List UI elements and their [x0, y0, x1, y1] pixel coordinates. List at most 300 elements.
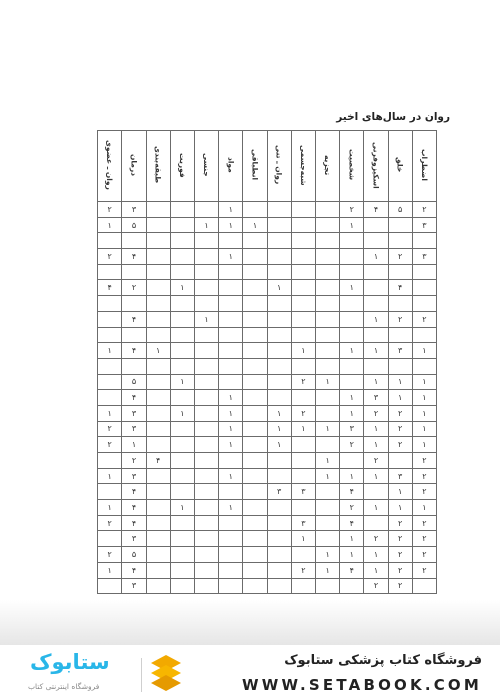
table-cell: [170, 233, 194, 249]
table-cell: [243, 343, 267, 359]
table-cell: [412, 296, 436, 312]
table-cell: [146, 468, 170, 484]
table-cell: [122, 264, 146, 280]
table-cell: [219, 531, 243, 547]
table-cell: [315, 264, 339, 280]
table-row: [98, 453, 437, 469]
table-cell: [364, 515, 388, 531]
table-cell: [243, 453, 267, 469]
table-cell: ۱: [291, 343, 315, 359]
table-cell: ۱: [170, 405, 194, 421]
table-cell: ۱: [388, 500, 412, 516]
logo-text: ستابوک: [30, 650, 110, 674]
table-cell: [219, 453, 243, 469]
table-cell: ۱: [388, 374, 412, 390]
table-cell: ۲: [364, 531, 388, 547]
table-cell: [194, 390, 218, 406]
table-cell: ۳: [412, 217, 436, 233]
column-header: [219, 131, 243, 202]
table-cell: [291, 280, 315, 296]
table-cell: [194, 249, 218, 265]
table-cell: ۱: [170, 280, 194, 296]
table-cell: [291, 264, 315, 280]
table-cell: [340, 249, 364, 265]
table-cell: ۱: [364, 311, 388, 327]
table-cell: ۲: [98, 547, 122, 563]
table-cell: [194, 562, 218, 578]
table-cell: [146, 264, 170, 280]
table-cell: [315, 484, 339, 500]
table-cell: ۱: [315, 468, 339, 484]
table-cell: ۲: [412, 562, 436, 578]
table-cell: ۱: [170, 500, 194, 516]
table-cell: ۲: [412, 311, 436, 327]
table-cell: [267, 311, 291, 327]
table-cell: ۱: [340, 343, 364, 359]
table-cell: ۱: [412, 421, 436, 437]
table-cell: ۵: [388, 202, 412, 218]
table-cell: ۴: [388, 280, 412, 296]
table-row: [98, 421, 437, 437]
table-cell: ۴: [122, 311, 146, 327]
table-cell: [146, 374, 170, 390]
table-cell: [243, 374, 267, 390]
table-row: [98, 468, 437, 484]
table-cell: [194, 405, 218, 421]
table-cell: [267, 390, 291, 406]
table-cell: [364, 217, 388, 233]
column-header-label: شبه‌جسمی: [298, 144, 308, 186]
table-cell: ۲: [412, 202, 436, 218]
table-cell: ۱: [98, 562, 122, 578]
column-header: [194, 131, 218, 202]
column-header-label: درمان: [129, 153, 139, 177]
table-cell: ۱: [340, 405, 364, 421]
table-cell: ۱: [315, 453, 339, 469]
logo-divider: [141, 658, 142, 692]
table-cell: ۱: [315, 547, 339, 563]
table-cell: ۴: [340, 484, 364, 500]
table-cell: ۱: [98, 468, 122, 484]
table-cell: [243, 249, 267, 265]
table-cell: ۱: [243, 217, 267, 233]
table-cell: [364, 327, 388, 343]
table-cell: ۳: [364, 390, 388, 406]
table-cell: [194, 500, 218, 516]
column-header: [267, 131, 291, 202]
table-cell: ۲: [388, 405, 412, 421]
column-header-label: روان ـ عضوی: [105, 140, 115, 190]
table-cell: ۱: [364, 374, 388, 390]
table-cell: ۲: [412, 484, 436, 500]
table-row: [98, 249, 437, 265]
table-cell: ۲: [291, 374, 315, 390]
table-cell: [194, 327, 218, 343]
table-cell: [291, 249, 315, 265]
table-body: [98, 202, 437, 594]
table-cell: [146, 390, 170, 406]
table-cell: [267, 562, 291, 578]
table-cell: [267, 202, 291, 218]
table-cell: [98, 531, 122, 547]
table-cell: [412, 358, 436, 374]
table-cell: [315, 515, 339, 531]
table-cell: ۱: [219, 390, 243, 406]
table-cell: ۴: [122, 390, 146, 406]
table-cell: ۴: [146, 453, 170, 469]
column-header: [388, 131, 412, 202]
column-header-label: فوریت: [177, 152, 187, 178]
table-cell: ۱: [364, 468, 388, 484]
table-cell: [146, 280, 170, 296]
table-cell: [98, 484, 122, 500]
table-cell: ۱: [291, 531, 315, 547]
table-cell: [243, 421, 267, 437]
table-cell: ۱: [122, 437, 146, 453]
table-cell: ۳: [388, 343, 412, 359]
table-cell: [243, 296, 267, 312]
table-cell: [219, 233, 243, 249]
table-row: [98, 217, 437, 233]
table-cell: ۲: [388, 249, 412, 265]
column-header: [412, 131, 436, 202]
table-cell: [194, 484, 218, 500]
table-cell: [243, 578, 267, 594]
table-cell: ۱: [412, 500, 436, 516]
table-cell: [146, 217, 170, 233]
table-cell: [146, 578, 170, 594]
table-cell: [122, 233, 146, 249]
table-cell: [122, 358, 146, 374]
table-cell: [243, 500, 267, 516]
table-cell: [98, 390, 122, 406]
table-cell: [170, 547, 194, 563]
table-cell: [412, 280, 436, 296]
table-cell: [243, 233, 267, 249]
table-cell: [170, 343, 194, 359]
table-cell: ۱: [315, 421, 339, 437]
table-cell: ۵: [122, 547, 146, 563]
table-cell: [170, 421, 194, 437]
table-cell: [267, 358, 291, 374]
table-cell: [315, 531, 339, 547]
table-cell: [170, 578, 194, 594]
table-cell: ۲: [340, 202, 364, 218]
table-cell: ۲: [122, 280, 146, 296]
table-cell: [194, 202, 218, 218]
table-cell: [170, 358, 194, 374]
table-cell: ۱: [170, 374, 194, 390]
table-cell: [315, 327, 339, 343]
table-cell: [291, 233, 315, 249]
table-row: [98, 233, 437, 249]
table-cell: [170, 311, 194, 327]
table-cell: [243, 327, 267, 343]
table-cell: [98, 233, 122, 249]
table-cell: ۱: [267, 421, 291, 437]
table-cell: [267, 343, 291, 359]
table-cell: ۳: [122, 578, 146, 594]
table-cell: ۱: [412, 405, 436, 421]
table-cell: [146, 405, 170, 421]
column-header-label: طبقه‌بندی: [153, 146, 163, 184]
table-cell: ۱: [340, 547, 364, 563]
column-header-label: روان ـ تنی: [274, 145, 284, 185]
table-cell: [267, 531, 291, 547]
table-row: [98, 390, 437, 406]
table-cell: [98, 264, 122, 280]
column-header-label: شخصیت: [347, 149, 357, 181]
table-cell: ۱: [219, 217, 243, 233]
table-cell: ۱: [340, 531, 364, 547]
page-edge-shadow: [0, 600, 500, 645]
table-cell: [146, 311, 170, 327]
column-header: [122, 131, 146, 202]
table-cell: [194, 343, 218, 359]
table-cell: [388, 217, 412, 233]
table-row: [98, 327, 437, 343]
table-cell: [194, 547, 218, 563]
table-cell: ۲: [98, 202, 122, 218]
table-cell: ۱: [412, 390, 436, 406]
table-cell: [170, 562, 194, 578]
table-cell: ۱: [364, 547, 388, 563]
table-cell: ۱: [194, 311, 218, 327]
table-cell: ۱: [267, 437, 291, 453]
table-cell: ۱: [364, 437, 388, 453]
table-cell: [315, 405, 339, 421]
table-cell: [291, 390, 315, 406]
table-cell: [219, 280, 243, 296]
table-cell: [315, 202, 339, 218]
table-cell: ۴: [122, 249, 146, 265]
table-container: [97, 130, 437, 594]
table-cell: [194, 233, 218, 249]
table-cell: [194, 515, 218, 531]
table-row: [98, 500, 437, 516]
table-cell: ۱: [146, 343, 170, 359]
table-cell: ۲: [291, 562, 315, 578]
table-row: [98, 405, 437, 421]
table-cell: [364, 233, 388, 249]
table-cell: [170, 249, 194, 265]
table-cell: [340, 311, 364, 327]
header-row: [98, 131, 437, 202]
table-cell: [146, 421, 170, 437]
table-cell: [267, 249, 291, 265]
table-cell: [340, 358, 364, 374]
table-cell: [267, 468, 291, 484]
table-cell: [146, 531, 170, 547]
table-row: [98, 515, 437, 531]
table-cell: ۳: [291, 484, 315, 500]
table-cell: [194, 264, 218, 280]
table-cell: ۱: [364, 249, 388, 265]
table-cell: [98, 578, 122, 594]
table-cell: [146, 562, 170, 578]
table-cell: [291, 296, 315, 312]
table-cell: [219, 358, 243, 374]
table-cell: ۱: [412, 437, 436, 453]
table-cell: [146, 437, 170, 453]
table-cell: [388, 296, 412, 312]
table-cell: [146, 358, 170, 374]
table-cell: [170, 437, 194, 453]
table-cell: ۱: [364, 500, 388, 516]
logo-subtitle: فروشگاه اینترنتی کتاب: [28, 682, 100, 691]
table-cell: ۴: [364, 202, 388, 218]
table-cell: [219, 327, 243, 343]
table-cell: ۴: [122, 500, 146, 516]
table-cell: ۱: [388, 484, 412, 500]
table-cell: [291, 202, 315, 218]
table-cell: ۱: [412, 343, 436, 359]
table-cell: ۱: [267, 280, 291, 296]
table-row: [98, 374, 437, 390]
table-cell: ۳: [122, 421, 146, 437]
table-cell: ۳: [388, 468, 412, 484]
table-cell: [146, 233, 170, 249]
column-header-label: مواد: [226, 157, 236, 173]
table-cell: ۴: [122, 484, 146, 500]
table-row: [98, 484, 437, 500]
table-cell: [388, 358, 412, 374]
table-cell: [291, 500, 315, 516]
column-header: [364, 131, 388, 202]
table-cell: [122, 327, 146, 343]
table-cell: [315, 437, 339, 453]
table-cell: [315, 311, 339, 327]
table-cell: [194, 437, 218, 453]
table-cell: ۱: [340, 217, 364, 233]
table-cell: ۱: [388, 390, 412, 406]
table-cell: [243, 468, 267, 484]
table-cell: ۲: [388, 311, 412, 327]
table-row: [98, 437, 437, 453]
table-cell: [170, 453, 194, 469]
page-title: روان در سال‌های اخیر: [336, 111, 450, 123]
table-cell: ۲: [388, 437, 412, 453]
table-row: [98, 358, 437, 374]
table-cell: [267, 264, 291, 280]
table-cell: ۵: [122, 374, 146, 390]
book-logo-icon: [148, 655, 184, 693]
table-cell: ۳: [412, 249, 436, 265]
table-cell: ۲: [122, 453, 146, 469]
table-cell: [243, 405, 267, 421]
table-cell: [315, 296, 339, 312]
table-cell: [194, 531, 218, 547]
table-cell: [194, 374, 218, 390]
table-cell: ۴: [122, 515, 146, 531]
table-cell: ۴: [122, 562, 146, 578]
table-cell: [219, 547, 243, 563]
table-cell: [267, 233, 291, 249]
table-cell: [219, 264, 243, 280]
table-cell: [170, 202, 194, 218]
table-cell: [170, 515, 194, 531]
table-cell: [194, 468, 218, 484]
table-cell: [243, 437, 267, 453]
table-cell: [219, 578, 243, 594]
table-cell: [98, 296, 122, 312]
table-cell: [98, 358, 122, 374]
table-row: [98, 531, 437, 547]
table-cell: [146, 202, 170, 218]
table-cell: [388, 327, 412, 343]
table-cell: ۱: [412, 374, 436, 390]
table-cell: ۱: [219, 468, 243, 484]
table-cell: [219, 562, 243, 578]
table-cell: ۱: [340, 468, 364, 484]
table-cell: [388, 233, 412, 249]
table-row: [98, 311, 437, 327]
table-cell: ۲: [98, 421, 122, 437]
table-cell: [146, 500, 170, 516]
table-cell: ۱: [219, 202, 243, 218]
table-cell: [364, 358, 388, 374]
table-cell: ۲: [412, 453, 436, 469]
column-header: [340, 131, 364, 202]
table-cell: ۳: [122, 468, 146, 484]
column-header-label: اضطراب: [419, 149, 429, 181]
table-cell: ۱: [315, 562, 339, 578]
table-cell: [170, 264, 194, 280]
table-cell: ۱: [219, 500, 243, 516]
table-cell: [243, 202, 267, 218]
column-header: [98, 131, 122, 202]
table-cell: [243, 547, 267, 563]
table-cell: ۱: [219, 437, 243, 453]
table-cell: [315, 343, 339, 359]
table-cell: ۱: [315, 374, 339, 390]
table-cell: [364, 484, 388, 500]
table-cell: [315, 233, 339, 249]
table-cell: ۳: [122, 531, 146, 547]
table-cell: [315, 217, 339, 233]
table-cell: [219, 484, 243, 500]
table-cell: [412, 264, 436, 280]
table-cell: ۲: [388, 578, 412, 594]
table-cell: ۲: [291, 405, 315, 421]
table-cell: [267, 578, 291, 594]
table-row: [98, 280, 437, 296]
table-cell: ۲: [340, 437, 364, 453]
table-cell: ۱: [291, 421, 315, 437]
table-cell: ۱: [364, 562, 388, 578]
table-cell: ۲: [364, 405, 388, 421]
table-cell: [146, 296, 170, 312]
table-cell: ۲: [388, 562, 412, 578]
table-cell: [219, 343, 243, 359]
table-cell: [340, 264, 364, 280]
table-row: [98, 547, 437, 563]
table-cell: ۲: [340, 500, 364, 516]
table-cell: [364, 296, 388, 312]
table-cell: [267, 374, 291, 390]
table-row: [98, 296, 437, 312]
table-cell: [412, 327, 436, 343]
store-url[interactable]: WWW.SETABOOK.COM: [242, 676, 482, 694]
table-cell: ۱: [98, 500, 122, 516]
table-cell: [170, 296, 194, 312]
table-cell: [194, 421, 218, 437]
table-cell: [364, 264, 388, 280]
table-cell: [219, 296, 243, 312]
table-cell: [267, 217, 291, 233]
table-cell: [315, 578, 339, 594]
table-cell: [388, 453, 412, 469]
